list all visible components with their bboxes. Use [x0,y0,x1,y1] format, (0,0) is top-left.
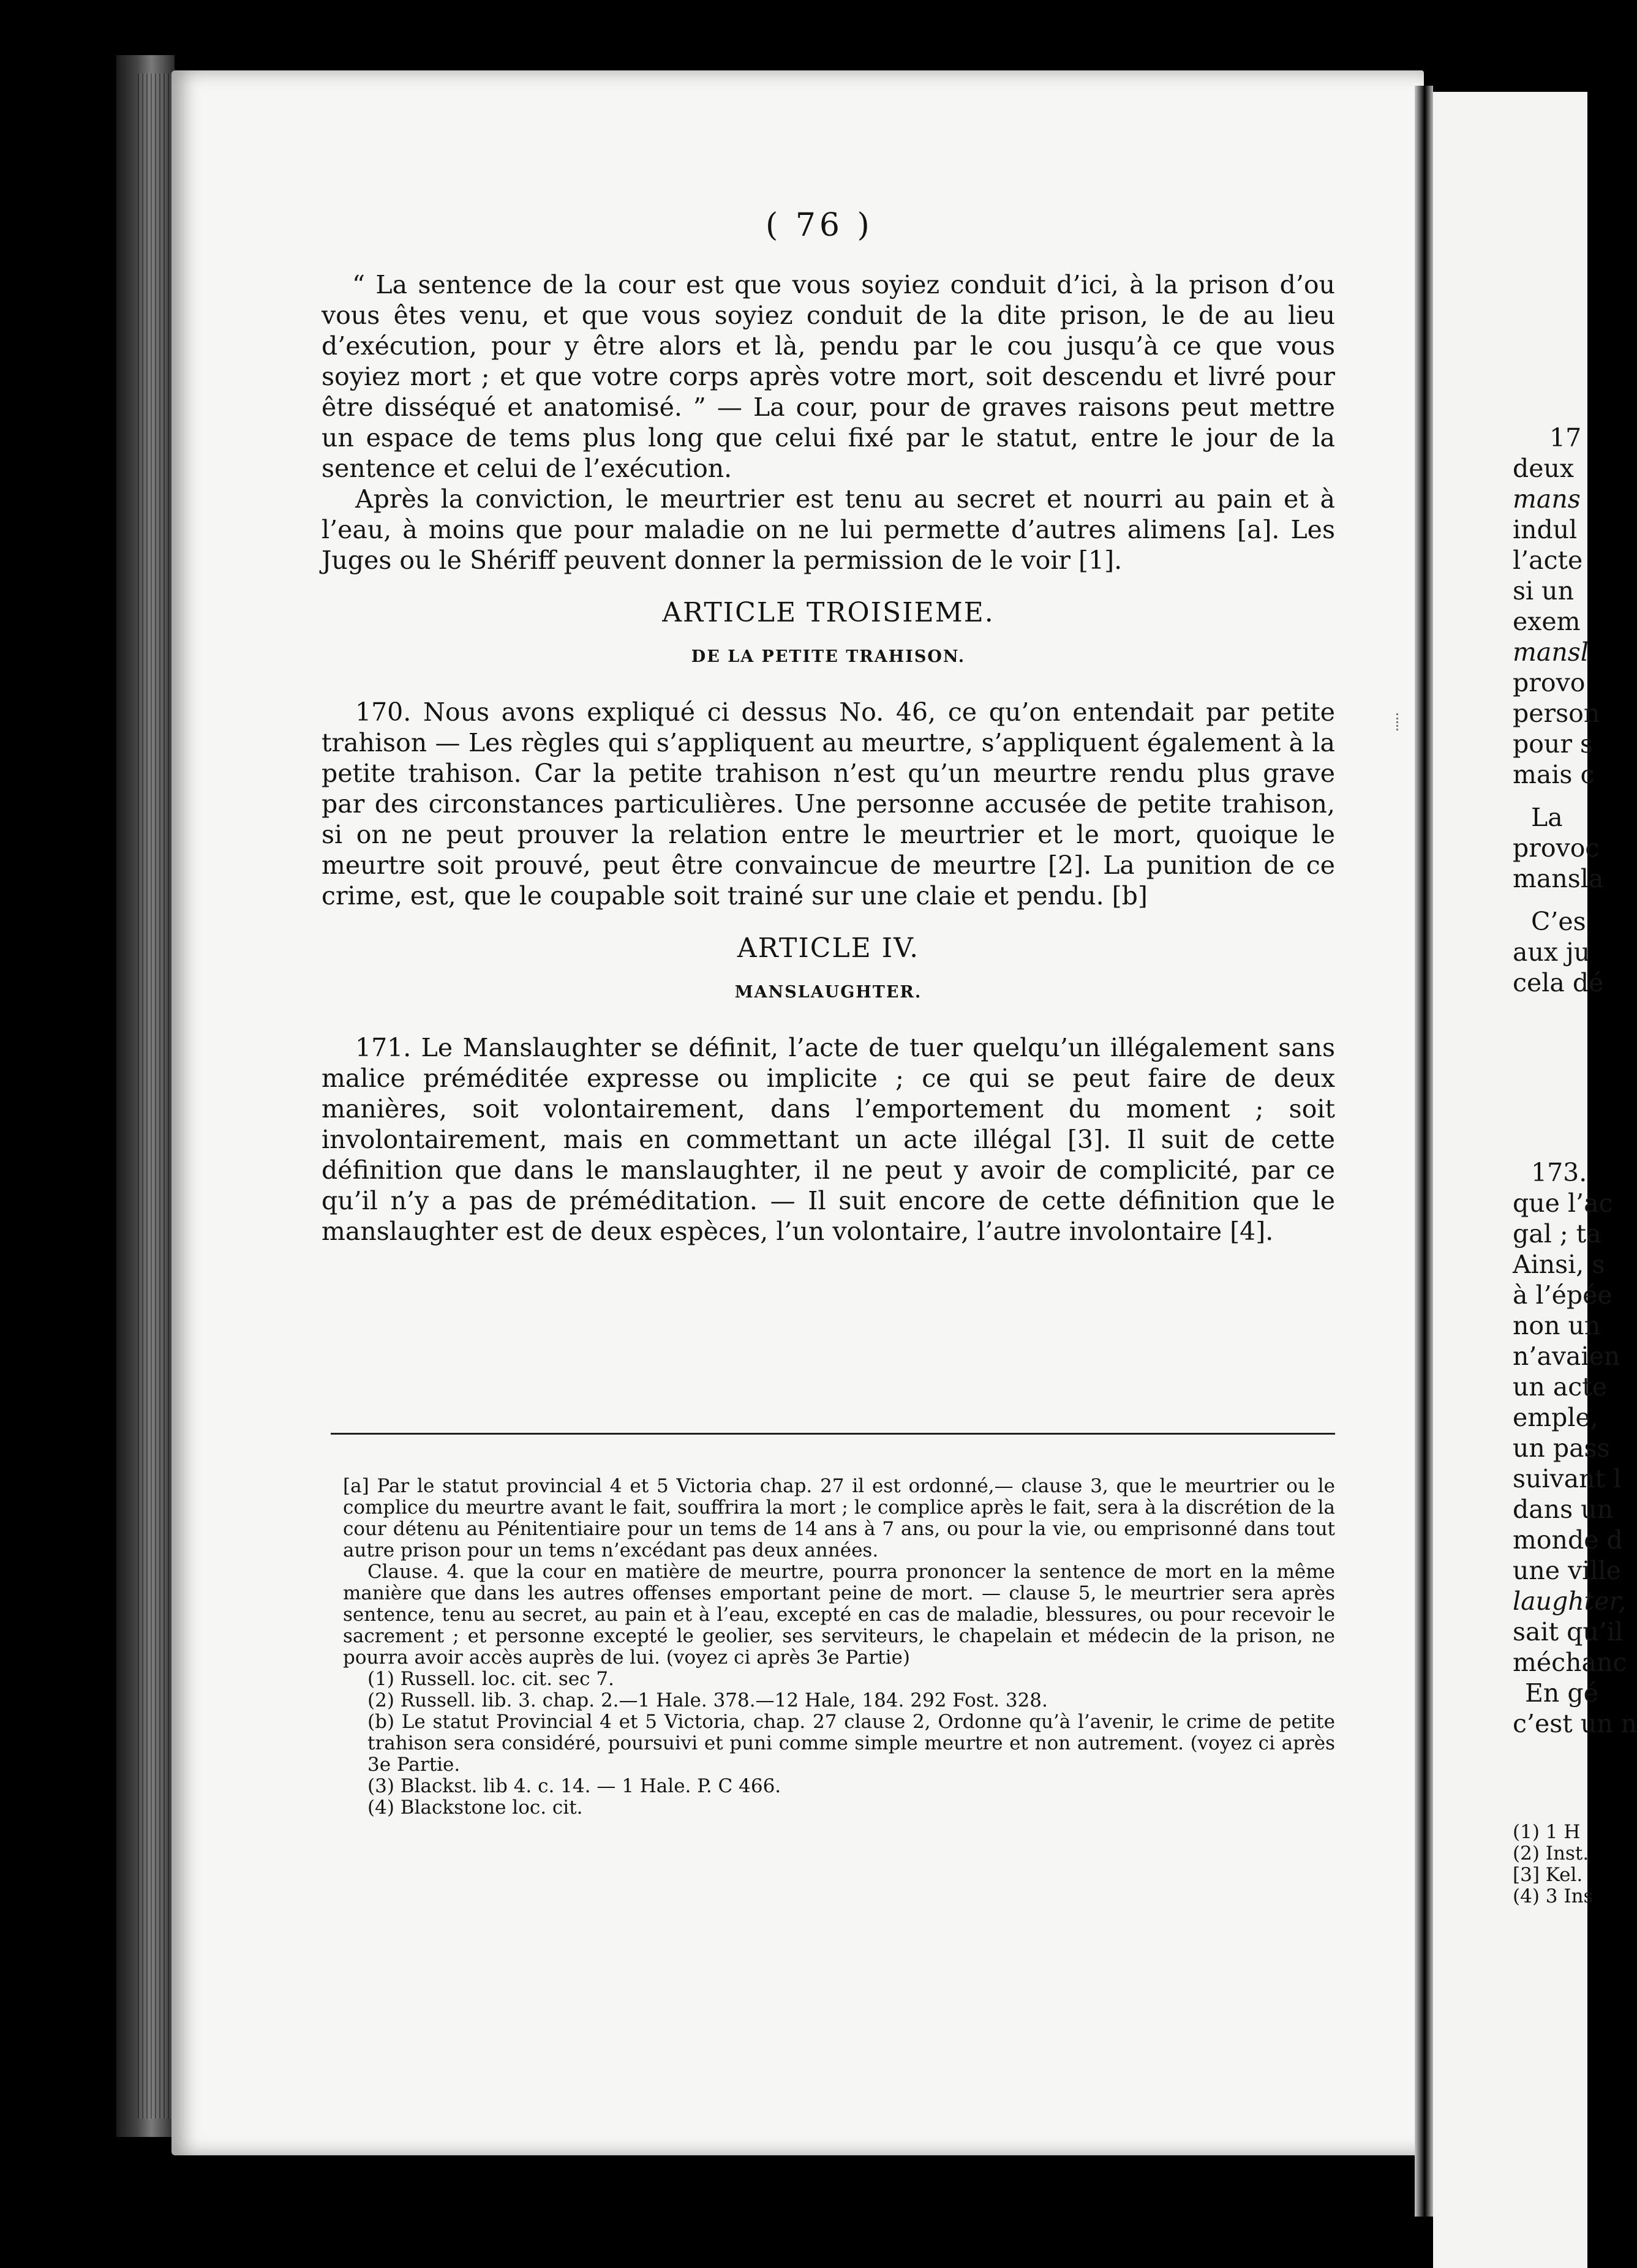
right-page-line: c’est un n [1513,1709,1637,1738]
right-page-footnote: (1) 1 H [1513,1821,1581,1843]
right-page-footnote: (2) Inst. [1513,1842,1589,1864]
footnote-1: (1) Russell. loc. cit. sec 7. [367,1668,614,1690]
right-page-line: emple, [1513,1403,1598,1432]
right-page-line: que l’ac [1513,1188,1613,1218]
footnote-a: [a] Par le statut provincial 4 et 5 Victoria chap. 27 il est ordonné,— clause 3, que le meurtrier ou le complice du meurtre avant le fait, souffrira la mort ; le complice après le fait, sera à la discrétion de la cour détenu au Pénitentiaire pour un tems de 14 ans à 7 ans, ou pour la vie, ou emprisonné dans tout autre prison pour un tems n’excédant pas deux années. [343,1475,1335,1561]
article-heading-troisieme: ARTICLE TROISIEME. [662,597,995,628]
right-page-line: mais c [1513,760,1595,789]
right-page-line: un acte [1513,1372,1607,1402]
right-page-line: méchanc [1513,1648,1627,1677]
right-page-footnote: (4) 3 Ins [1513,1885,1594,1907]
right-page-line: mans [1513,484,1581,514]
right-page-line: dans un [1513,1495,1613,1524]
main-text [322,269,1335,1247]
book-gutter [1415,86,1433,2217]
right-page-line: un pass [1513,1433,1610,1463]
paragraph-171: 171. Le Manslaughter se définit, l’acte de tuer quelqu’un illégalement sans malice préméditée expresse ou implicite ; ce qui se peut faire de deux manières, soit volontairement, dans l’emportement du moment ; soit involontairement, mais en commettant un acte illégal [3]. Il suit de cette définition que dans le manslaughter, il ne peut y avoir de complicité, par ce qu’il n’y a pas de préméditation. — Il suit encore de cette définition que le manslaughter est de deux espèces, l’un volontaire, l’autre involontaire [4]. [322,1033,1335,1246]
right-page-line: En gé [1525,1678,1598,1708]
right-page-line: deux [1513,454,1575,483]
right-page-line: si un [1513,576,1574,606]
right-page-line: indul [1513,515,1578,544]
right-page-footnote: [3] Kel. [1513,1864,1583,1886]
right-page-line: exem [1513,607,1581,636]
right-page-line: à l’épée [1513,1280,1613,1310]
footnotes [343,1476,1335,1819]
right-page-line: pour s [1513,729,1594,759]
right-page-line: 173. [1531,1158,1587,1187]
footnote-b: (b) Le statut Provincial 4 et 5 Victoria, chap. 27 clause 2, Ordonne qu’à l’avenir, le crime de petite trahison sera considéré, poursuivi et puni comme simple meurtre et non autrement. (voyez ci après 3e Partie. [367,1711,1335,1776]
paragraph-170: 170. Nous avons expliqué ci dessus No. 46, ce qu’on entendait par petite trahison — Les règles qui s’appliquent au meurtre, s’appliquent également à la petite trahison. Car la petite trahison n’est qu’un meurtre rendu plus grave par des circonstances particulières. Une personne accusée de petite trahison, si on ne peut prouver la relation entre le meurtrier et le mort, quoique le meurtre soit prouvé, peut être convaincue de meurtre [2]. La punition de ce crime, est, que le coupable soit trainé sur une claie et pendu. [b] [322,697,1335,911]
right-page-line: mansl [1513,637,1589,667]
paragraph-sentence: “ La sentence de la cour est que vous soyiez conduit d’ici, à la prison d’ou vous êtes venu, et que vous soyiez conduit de la dite prison, le de au lieu d’exécution, pour y être alors et là, pendu par le cou jusqu’à ce que vous soyiez mort ; et que votre corps après votre mort, soit descendu et livré pour être disséqué et anatomisé. ” — La cour, pour de graves raisons peut mettre un espace de tems plus long que celui fixé par le statut, entre le jour de la sentence et celui de l’exécution. [322,270,1335,483]
page-edges [138,73,175,2119]
footnote-2: (2) Russell. lib. 3. chap. 2.—1 Hale. 378.—12 Hale, 184. 292 Fost. 328. [367,1689,1048,1711]
right-page-line: provo [1513,668,1586,697]
article-subheading-petite-trahison: DE LA PETITE TRAHISON. [691,647,966,666]
right-page-line: suivant l [1513,1464,1622,1493]
footnote-clause-4: Clause. 4. que la cour en matière de meurtre, pourra prononcer la sentence de mort en la même manière que dans les autres offenses emportant peine de mort. — clause 5, le meurtrier sera après sentence, tenu au secret, au pain et à l’eau, excepté en cas de maladie, blessures, ou pour recevoir le sacrement ; et personne excepté le geolier, ses serviteurs, le chapelain et médecin de la prison, ne pourra avoir accès auprès de lui. (voyez ci après 3e Partie) [343,1561,1335,1669]
right-page-line: provoc [1513,833,1600,863]
right-page-line: monde d [1513,1525,1623,1555]
article-subheading-manslaughter: MANSLAUGHTER. [734,983,922,1002]
right-page-line: non un [1513,1311,1601,1340]
margin-mark [1396,713,1404,730]
footnote-rule [331,1433,1335,1435]
right-page-line: gal ; ta [1513,1219,1601,1249]
page-number: ( 76 ) [766,207,873,244]
footnote-4: (4) Blackstone loc. cit. [367,1797,583,1819]
right-page-line: mansla [1513,864,1604,893]
right-page-line: La [1531,803,1563,832]
right-page-line: cela dé [1513,968,1604,997]
right-page-line: Ainsi, s [1513,1250,1605,1279]
right-page-line: aux ju [1513,937,1590,967]
right-page-line: une ville [1513,1556,1621,1585]
right-page-line: C’es [1531,907,1586,936]
article-heading-iv: ARTICLE IV. [737,933,920,964]
right-page-line: sait qu’il [1513,1617,1624,1647]
footnote-3: (3) Blackst. lib 4. c. 14. — 1 Hale. P. C 466. [367,1775,781,1797]
paragraph-conviction: Après la conviction, le meurtrier est tenu au secret et nourri au pain et à l’eau, à moins que pour maladie on ne lui permette d’autres alimens [a]. Les Juges ou le Shériff peuvent donner la permission de le voir [1]. [322,484,1335,575]
right-page-text [1513,422,1637,1953]
right-page-line: person [1513,699,1600,728]
right-page-footnotes [1513,1821,1594,1920]
right-page-line: l’acte [1513,546,1583,575]
right-page-line: n’avaien [1513,1342,1620,1371]
right-page-line: 17 [1549,423,1582,452]
right-page-line: laughter, [1513,1586,1627,1616]
